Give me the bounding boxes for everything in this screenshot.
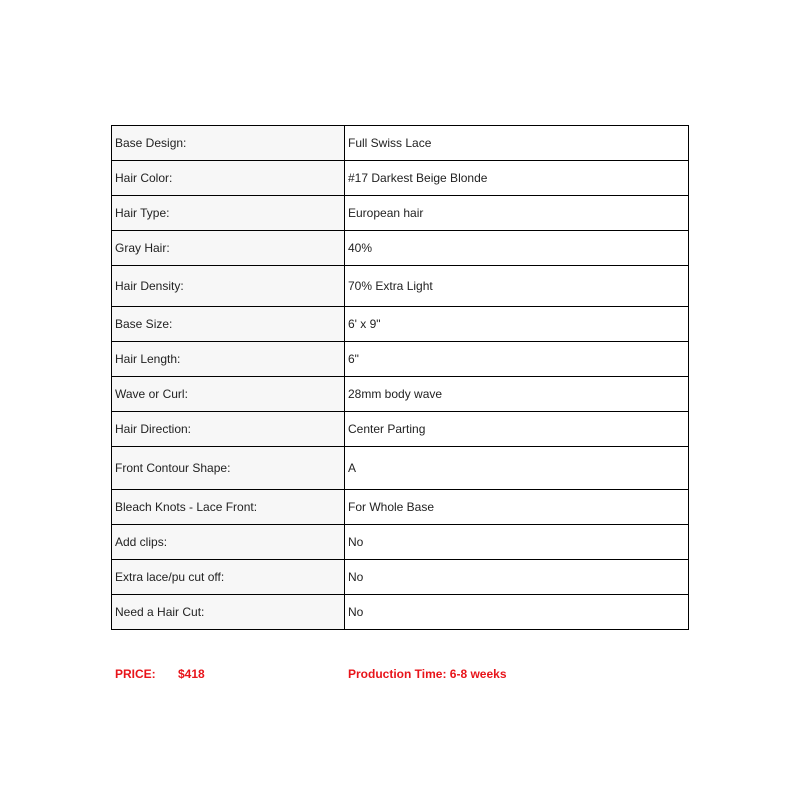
spec-value: No <box>345 560 689 595</box>
spec-value: 28mm body wave <box>345 377 689 412</box>
spec-value: #17 Darkest Beige Blonde <box>345 161 689 196</box>
spec-label: Add clips: <box>112 525 345 560</box>
table-row <box>112 412 689 447</box>
spec-value: No <box>345 525 689 560</box>
table-row <box>112 377 689 412</box>
table-row <box>112 490 689 525</box>
spec-value: European hair <box>345 196 689 231</box>
spec-label: Hair Color: <box>112 161 345 196</box>
table-row <box>112 126 689 161</box>
table-row <box>112 525 689 560</box>
spec-label: Hair Type: <box>112 196 345 231</box>
price-value: $418 <box>178 667 205 681</box>
spec-value: For Whole Base <box>345 490 689 525</box>
table-row <box>112 595 689 630</box>
production-time: Production Time: 6-8 weeks <box>348 667 507 681</box>
spec-value: Full Swiss Lace <box>345 126 689 161</box>
table-row <box>112 447 689 490</box>
spec-label: Hair Density: <box>112 266 345 307</box>
table-row <box>112 196 689 231</box>
spec-label: Gray Hair: <box>112 231 345 266</box>
table-row <box>112 307 689 342</box>
spec-table <box>111 125 689 630</box>
table-row <box>112 231 689 266</box>
table-row <box>112 560 689 595</box>
spec-label: Base Design: <box>112 126 345 161</box>
spec-value: No <box>345 595 689 630</box>
spec-value: A <box>345 447 689 490</box>
spec-value: 40% <box>345 231 689 266</box>
spec-label: Need a Hair Cut: <box>112 595 345 630</box>
spec-label: Front Contour Shape: <box>112 447 345 490</box>
spec-value: 6" <box>345 342 689 377</box>
spec-value: 6' x 9" <box>345 307 689 342</box>
spec-value: 70% Extra Light <box>345 266 689 307</box>
spec-label: Hair Direction: <box>112 412 345 447</box>
table-row <box>112 266 689 307</box>
spec-label: Hair Length: <box>112 342 345 377</box>
price-label: PRICE: <box>115 667 156 681</box>
spec-value: Center Parting <box>345 412 689 447</box>
spec-label: Extra lace/pu cut off: <box>112 560 345 595</box>
spec-label: Wave or Curl: <box>112 377 345 412</box>
spec-label: Bleach Knots - Lace Front: <box>112 490 345 525</box>
spec-label: Base Size: <box>112 307 345 342</box>
table-row <box>112 342 689 377</box>
table-row <box>112 161 689 196</box>
